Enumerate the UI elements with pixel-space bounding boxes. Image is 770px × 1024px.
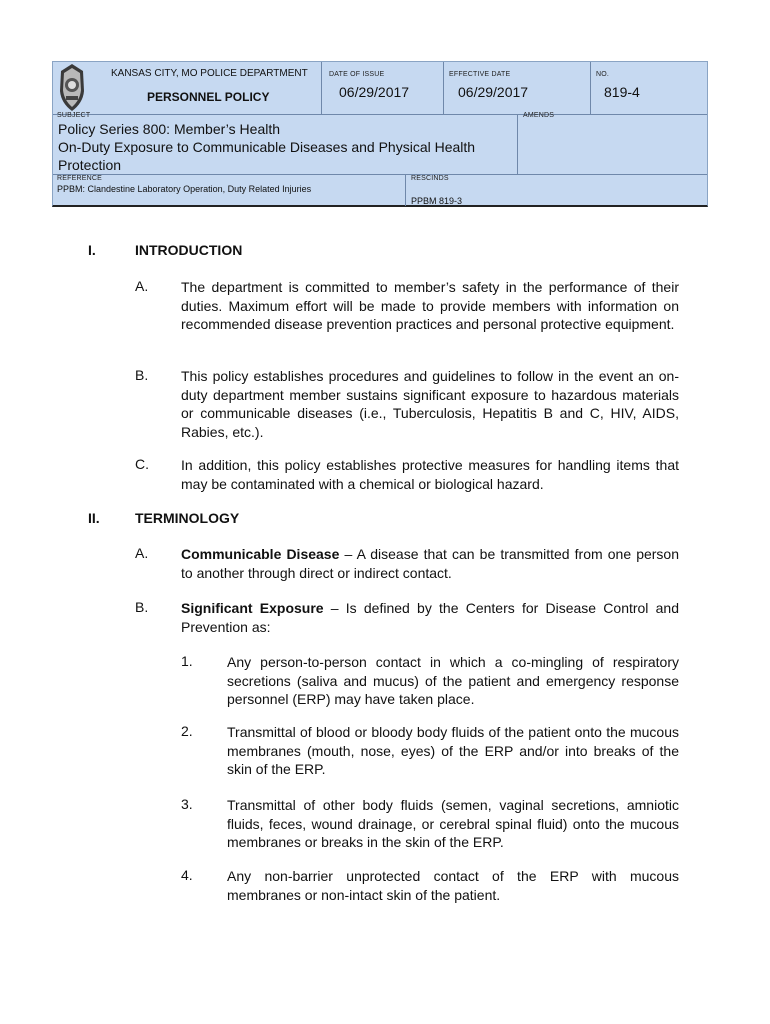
s1-b-text: This policy establishes procedures and guidelines to follow in the event an on-duty department member sustains significant exposure to hazardous materials or communicable diseases (i.e., Tuberculosis, Hepatitis B and C, HIV, AIDS, Rabies, etc.). (181, 368, 679, 440)
department-name: KANSAS CITY, MO POLICE DEPARTMENT (111, 68, 308, 79)
s2-item-3-text: Transmittal of other body fluids (semen, vaginal secretions, amniotic fluids, feces, wound drainage, or cerebral spinal fluid) onto the mucous membranes or breaks in the skin of the ERP. (227, 797, 679, 850)
s2-item-2-marker: 2. (181, 723, 193, 739)
subject-line-1: Policy Series 800: Member’s Health (58, 121, 281, 137)
s1-c-marker: C. (135, 456, 149, 472)
amends-label: AMENDS (523, 112, 555, 119)
number-label: NO. (596, 71, 610, 78)
s2-b-term: Significant Exposure (181, 600, 324, 616)
policy-type: PERSONNEL POLICY (147, 90, 270, 104)
s2-b-text: – Is defined by the Centers for Disease Control and Prevention as: (181, 600, 679, 635)
s1-a-text: The department is committed to member’s safety in the performance of their duties. Maximum effort will be made to provide members with information on recommended disease prevention practices and personal protective equipment. (181, 279, 679, 332)
s2-b-paragraph (181, 599, 679, 636)
section-1-title: INTRODUCTION (135, 242, 243, 258)
date-of-issue: 06/29/2017 (339, 84, 410, 100)
reference-text: PPBM: Clandestine Laboratory Operation, Duty Related Injuries (57, 184, 312, 194)
police-badge-logo (57, 63, 87, 113)
effective-date: 06/29/2017 (458, 84, 529, 100)
s2-item-1-marker: 1. (181, 653, 193, 669)
s2-item-1-text: Any person-to-person contact in which a co-mingling of respiratory secretions (saliva and mucus) of the patient and emergency response personnel (ERP) may have taken place. (227, 654, 679, 707)
effective-date-label: EFFECTIVE DATE (449, 71, 511, 78)
policy-header (52, 61, 708, 207)
section-2-numeral: II. (88, 510, 100, 526)
s2-item-2-text: Transmittal of blood or bloody body fluids of the patient onto the mucous membranes (mouth, nose, eyes) of the ERP and/or into breaks of the skin of the ERP. (227, 724, 679, 777)
reference-label: REFERENCE (57, 175, 102, 182)
section-1-numeral: I. (88, 242, 96, 258)
s1-c-text: In addition, this policy establishes protective measures for handling items that may be contaminated with a chemical or biological hazard. (181, 457, 679, 492)
s2-item-4-marker: 4. (181, 867, 193, 883)
s2-a-paragraph (181, 545, 679, 582)
rescinds-text: PPBM 819-3 (411, 196, 463, 206)
subject-line-2: On-Duty Exposure to Communicable Diseases and Physical Health (58, 139, 476, 155)
s2-a-marker: A. (135, 545, 149, 561)
s2-a-term: Communicable Disease (181, 546, 340, 562)
s1-b-marker: B. (135, 367, 149, 383)
s2-b-marker: B. (135, 599, 149, 615)
date-of-issue-label: DATE OF ISSUE (329, 71, 385, 78)
policy-number: 819-4 (604, 84, 640, 100)
rescinds-label: RESCINDS (411, 175, 449, 182)
subject-line-3: Protection (58, 157, 122, 173)
subject-label: SUBJECT (57, 112, 91, 119)
s2-item-4-text: Any non-barrier unprotected contact of the ERP with mucous membranes or non-intact skin of the patient. (227, 868, 679, 903)
section-2-title: TERMINOLOGY (135, 510, 240, 526)
s2-item-3-marker: 3. (181, 796, 193, 812)
s2-a-text: – A disease that can be transmitted from one person to another through direct or indirect contact. (181, 546, 680, 581)
s1-a-marker: A. (135, 278, 149, 294)
